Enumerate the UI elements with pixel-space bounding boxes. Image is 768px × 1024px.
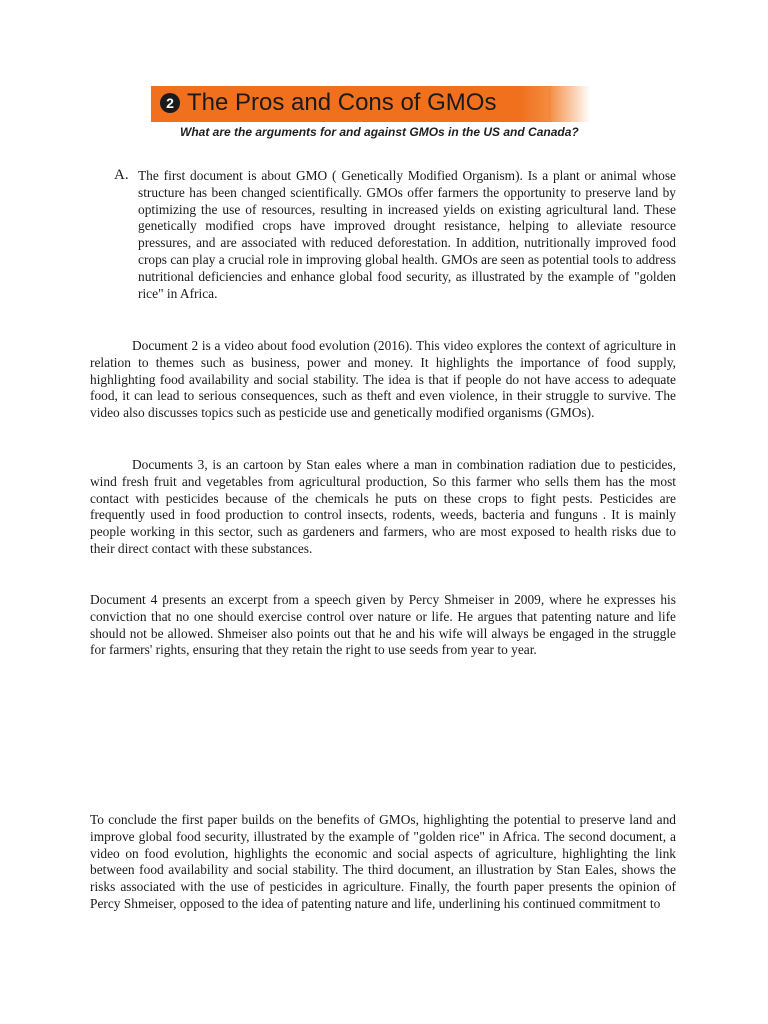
- paragraph-document-4: Document 4 presents an excerpt from a speech given by Percy Shmeiser in 2009, where he expresses his conviction that no one should exercise control over nature or life. He argues that patenting nature and life should not be allowed. Shmeiser also points out that he and his wife will always be engaged in the struggle for farmers' rights, ensuring that they retain the right to use seeds from year to year.: [90, 592, 676, 658]
- banner-brush-stroke: [520, 86, 590, 122]
- section-number-badge: 2: [160, 93, 180, 113]
- page-subtitle: What are the arguments for and against GMOs in the US and Canada?: [180, 125, 579, 139]
- paragraph-document-2: Document 2 is a video about food evolution (2016). This video explores the context of agriculture in relation to themes such as business, power and money. It highlights the importance of food supply, highlighting food availability and social stability. The idea is that if people do not have access to adequate food, it can lead to serious consequences, such as theft and even violence, in their struggle to survive. The video also discusses topics such as pesticide use and genetically modified organisms (GMOs).: [90, 338, 676, 421]
- paragraph-conclusion: To conclude the first paper builds on the benefits of GMOs, highlighting the potential to preserve land and improve global food security, illustrated by the example of "golden rice" in Africa. The second document, a video on food evolution, highlights the economic and social aspects of agriculture, highlighting the link between food availability and social stability. The third document, an illustration by Stan Eales, shows the risks associated with the use of pesticides in agriculture. Finally, the fourth paper presents the opinion of Percy Shmeiser, opposed to the idea of patenting nature and life, underlining his continued commitment to: [90, 812, 676, 911]
- page-title: The Pros and Cons of GMOs: [187, 89, 497, 116]
- paragraph-document-3: Documents 3, is an cartoon by Stan eales where a man in combination radiation due to pesticides, wind fresh fruit and vegetables from agricultural production, So this farmer who sells them has the most contact with pesticides because of the chemicals he puts on these crops to fight pests. Pesticides are frequently used in food production to control insects, rodents, weeds, bacteria and funguns . It is mainly people working in this sector, such as gardeners and farmers, who are most exposed to health risks due to their direct contact with these substances.: [90, 457, 676, 556]
- list-marker-a: A.: [114, 167, 129, 183]
- paragraph-document-1: The first document is about GMO ( Genetically Modified Organism). Is a plant or animal whose structure has been changed scientifically. GMOs offer farmers the opportunity to preserve land by optimizing the use of resources, resulting in increased yields on existing agricultural land. These genetically modified crops have improved drought resistance, helping to alleviate resource pressures, and are associated with reduced deforestation. In addition, nutritionally improved food crops can play a crucial role in improving global health. GMOs are seen as potential tools to address nutritional deficiencies and enhance global food security, as illustrated by the example of "golden rice" in Africa.: [138, 168, 676, 301]
